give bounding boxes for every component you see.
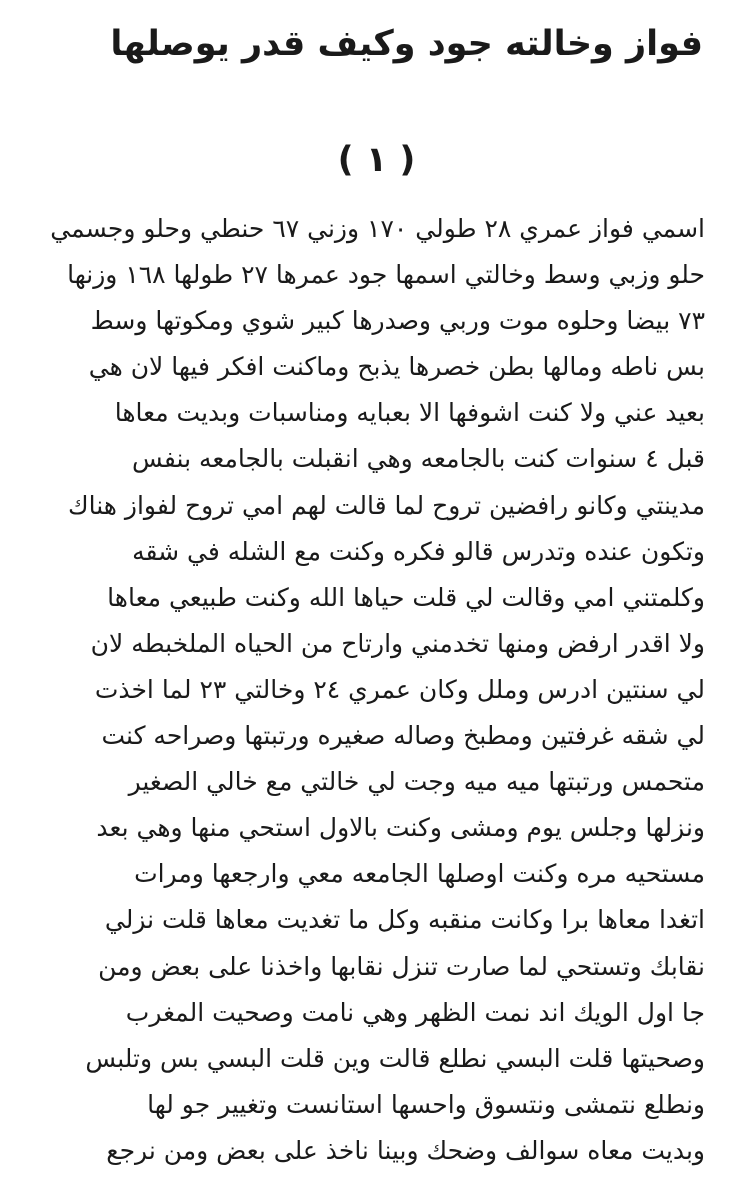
story-line: وكلمتني امي وقالت لي قلت حياها الله وكنت طبيعي معاها [107,582,705,612]
story-line: اسمي فواز عمري ٢٨ طولي ١٧٠ وزني ٦٧ حنطي وحلو وجسمي [50,214,705,243]
story-line: حلو وزبي وسط وخالتي اسمها جود عمرها ٢٧ طولها ١٦٨ وزنها [67,260,705,290]
story-line: بعيد عني ولا كنت اشوفها الا بعبايه ومناسبات وبديت معاها [114,398,705,428]
story-line: قبل ٤ سنوات كنت بالجامعه وهي انقبلت بالجامعه بنفس [132,444,705,474]
story-line: ونطلع نتمشى ونتسوق واحسها استانست وتغيير جو لها [147,1089,705,1119]
story-line: ولا اقدر ارفض ومنها تخدمني وارتاح من الحياه الملخبطه لان [90,628,705,658]
story-line: متحمس ورتبتها ميه ميه وجت لي خالتي مع خالي الصغير [128,767,705,797]
story-line: نقابك وتستحي لما صارت تنزل نقابها واخذنا على بعض ومن [98,951,705,981]
story-line: لي شقه غرفتين ومطبخ وصاله صغيره ورتبتها وصراحه كنت [101,721,705,751]
story-line: مستحيه مره وكنت اوصلها الجامعه معي وارجعها ومرات [134,859,705,889]
story-line: جا اول الويك اند نمت الظهر وهي نامت وصحيت المغرب [125,997,705,1027]
story-line: وبديت معاه سوالف وضحك وبينا ناخذ على بعض ومن نرجع [106,1135,705,1165]
story-line: وتكون عنده وتدرس قالو فكره وكنت مع الشله في شقه [132,536,705,566]
story-line: ونزلها وجلس يوم ومشى وكنت بالاول استحي منها وهي بعد [96,813,705,843]
story-line: بس ناطه ومالها بطن خصرها يذبح وماكنت افكر فيها لان هي [88,352,705,382]
story-line: لي سنتين ادرس وملل وكان عمري ٢٤ وخالتي ٢٣ لما اخذت [94,674,705,704]
story-line: مدينتي وكانو رافضين تروح لما قالت لهم امي تروح لفواز هناك [68,490,705,520]
story-body [40,206,705,1174]
story-line: اتغدا معاها برا وكانت منقبه وكل ما تغديت معاها قلت نزلي [104,905,705,935]
story-title: فواز وخالته جود وكيف قدر يوصلها [110,24,703,64]
story-line: وصحيتها قلت البسي نطلع قالت وين قلت البسي بس وتلبس [85,1043,705,1073]
chapter-number: ( ١ ) [337,140,416,180]
story-line: ٧٣ بيضا وحلوه موت وربي وصدرها كبير شوي ومكوتها وسط [90,306,705,336]
